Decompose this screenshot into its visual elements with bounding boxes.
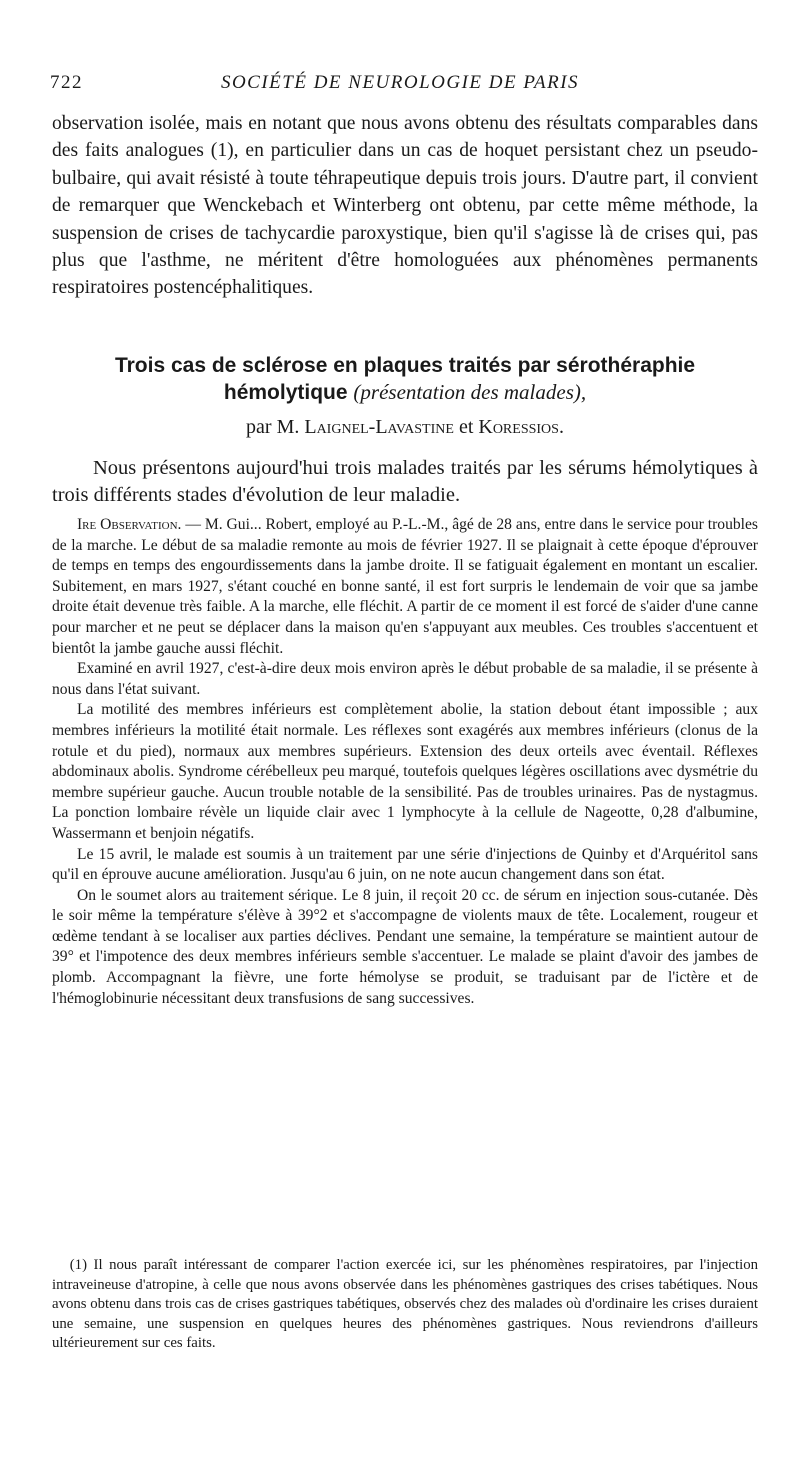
observation-paragraph bbox=[52, 515, 758, 659]
footnote bbox=[52, 1256, 758, 1354]
running-header bbox=[50, 72, 750, 96]
observation-paragraph: Examiné en avril 1927, c'est-à-dire deux mois environ après le début probable de sa maladie, il se présente à nous dans l'état suivant. bbox=[52, 660, 758, 698]
observation-label: Ire Observation. bbox=[76, 516, 182, 533]
page-number: 722 bbox=[50, 72, 83, 93]
article-authors bbox=[52, 414, 758, 441]
footnote-text: (1) Il nous paraît intéressant de comparer l'action exercée ici, sur les phénomènes respiratoires, par l'injection intraveineuse d'atropine, à celle que nous avons observée dans les phénomènes gastriques des crises tabétiques. Nous avons obtenu dans trois cas de crises gastriques tabétiques, observés chez des malades où d'ordinaire les crises duraient une semaine, une suspension en quelques heures des phénomènes gastriques. Nous reviendrons d'ailleurs ultérieurement sur ces faits. bbox=[52, 1257, 758, 1352]
article-title-text: Trois cas de sclérose en plaques traités par sérothéraphie hémolytique bbox=[114, 354, 696, 404]
article-subtitle: (présentation des malades), bbox=[353, 380, 587, 404]
author-name-2: Koressios. bbox=[478, 416, 564, 438]
authors-prefix: par M. bbox=[246, 416, 300, 438]
article-title bbox=[52, 352, 758, 406]
continued-paragraph: observation isolée, mais en notant que nous avons obtenu des résultats comparables dans des faits analogues (1), en particulier dans un cas de hoquet persistant chez un pseudo-bulbaire, qui avait résisté à toute téhrapeutique depuis trois jours. D'autre part, il convient de remarquer que Wenckebach et Winterberg ont obtenu, par cette même méthode, la suspension de crises de tachycardie paroxystique, bien qu'il s'agisse là de crises qui, pas plus que l'asthme, ne méritent d'être homologuées aux phénomènes permanents respiratoires postencéphalitiques. bbox=[52, 113, 758, 299]
observation-paragraph: La motilité des membres inférieurs est complètement abolie, la station debout étant impossible ; aux membres inférieurs la motilité était normale. Les réflexes sont exagérés aux membres inférieurs (clonus de la rotule et du pied), normaux aux membres supérieurs. Extension des deux orteils avec éventail. Réflexes abdominaux abolis. Syndrome cérébelleux peu marqué, toutefois quelques légères oscillations avec dysmétrie du membre supérieur gauche. Aucun trouble notable de la sensibilité. Pas de troubles urinaires. Pas de nystagmus. La ponction lombaire révèle un liquide clair avec 1 lymphocyte à la cellule de Nageotte, 0,28 d'albumine, Wassermann et benjoin négatifs. bbox=[52, 701, 758, 842]
lead-paragraph: Nous présentons aujourd'hui trois malades traités par les sérums hémolytiques à trois différents stades d'évolution de leur maladie. bbox=[52, 457, 758, 506]
observation-text: — M. Gui... Robert, employé au P.-L.-M., âgé de 28 ans, entre dans le service pour troubles de la marche. Le début de sa maladie remonte au mois de février 1927. Il se plaignait à cette époque d'éprouver de temps en temps des engourdissements dans la jambe droite. Il se fatiguait également en montant un escalier. Subitement, en mars 1927, s'étant couché en bonne santé, il est fort surpris le lendemain de voir que sa jambe droite était devenue très faible. A la marche, elle fléchit. A partir de ce moment il est forcé de s'aider d'une canne pour marcher et ne peut se déplacer dans la maison qu'en s'appuyant aux meubles. Ces troubles s'accentuent et bientôt la jambe gauche aussi fléchit. bbox=[52, 516, 758, 657]
author-name-1: Laignel-Lavastine bbox=[304, 416, 454, 438]
observation-paragraph: Le 15 avril, le malade est soumis à un traitement par une série d'injections de Quinby et d'Arquéritol sans qu'il en éprouve aucune amélioration. Jusqu'au 6 juin, on ne note aucun changement dans son état. bbox=[52, 845, 758, 884]
authors-conjunction: et bbox=[458, 416, 474, 438]
running-title: SOCIÉTÉ DE NEUROLOGIE DE PARIS bbox=[220, 72, 580, 93]
observation-paragraph: On le soumet alors au traitement sérique. Le 8 juin, il reçoit 20 cc. de sérum en injection sous-cutanée. Dès le soir même la température s'élève à 39°2 et s'accompagne de violents maux de tête. Localement, rougeur et œdème tendant à se localiser aux parties déclives. Pendant une semaine, la température se maintient autour de 39° et l'impotence des deux membres inférieurs semble s'accentuer. Le malade se plaint d'avoir des jambes de plomb. Accompagnant la fièvre, une forte hémolyse se produit, se traduisant par de l'ictère et de l'hémoglobinurie nécessitant deux transfusions de sang successives. bbox=[52, 886, 758, 1007]
observation-section bbox=[52, 515, 758, 1009]
